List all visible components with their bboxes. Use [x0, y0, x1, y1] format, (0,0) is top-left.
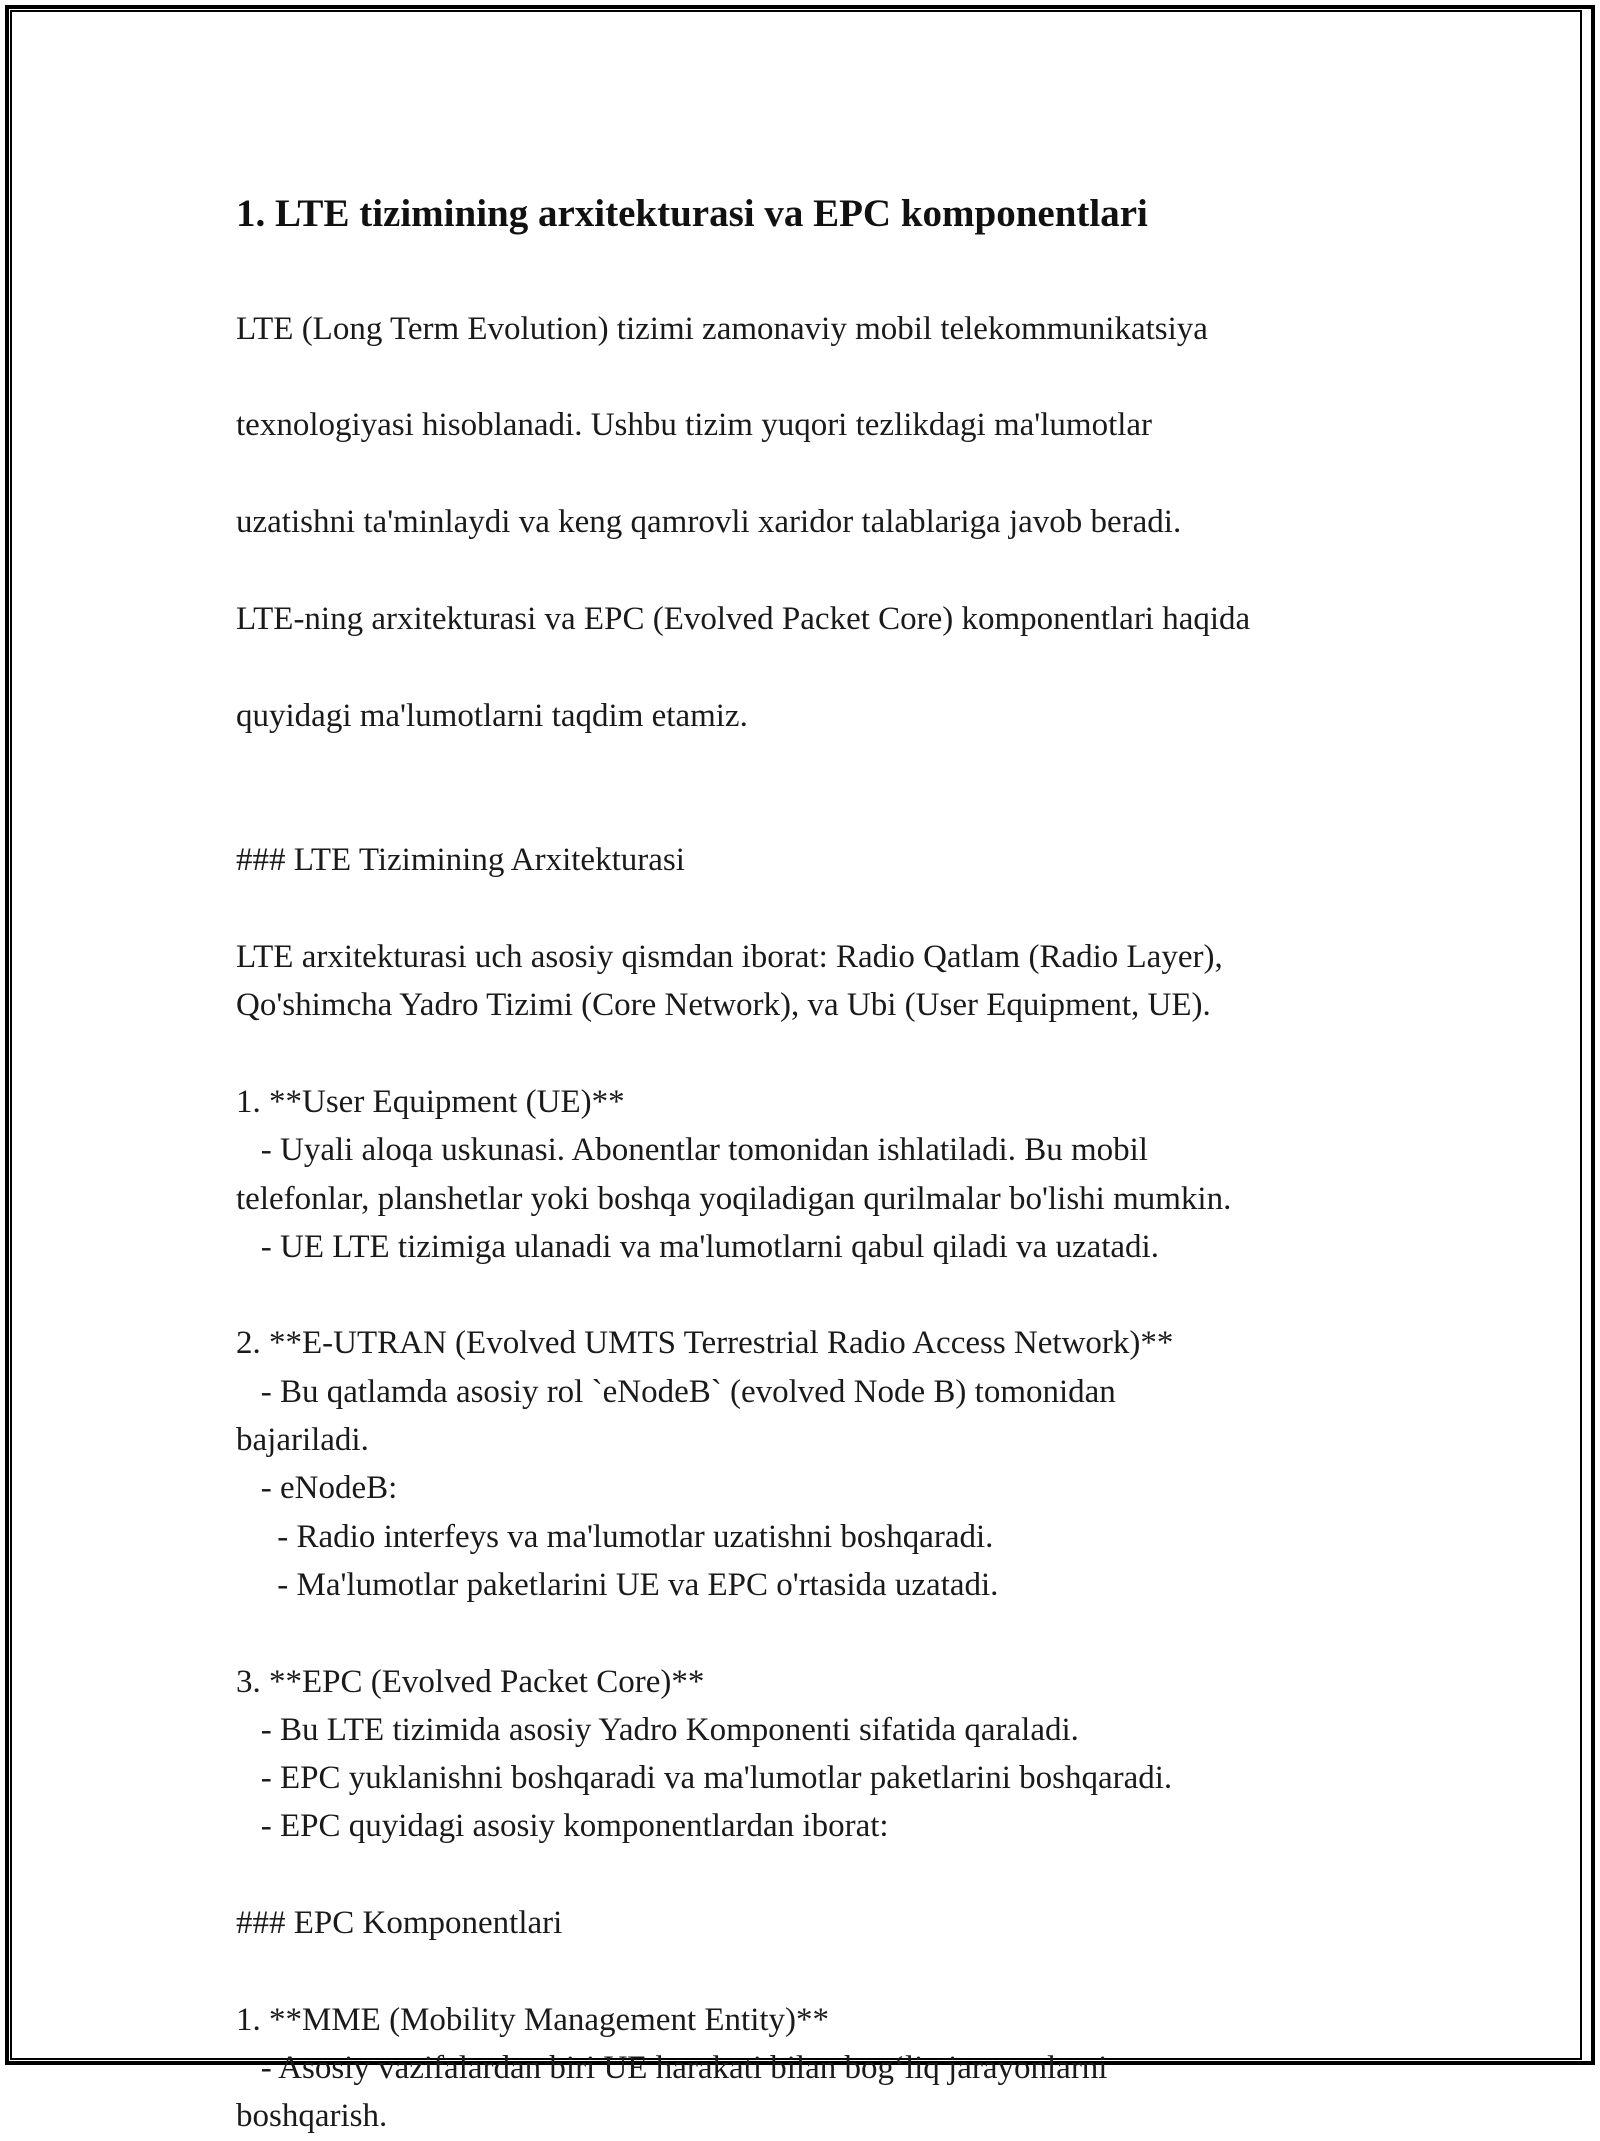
list-subitem: - Asosiy vazifalardan biri UE harakati bilan bog‘liq jarayonlarni — [236, 2049, 1108, 2086]
text-line: Qo'shimcha Yadro Tizimi (Core Network), va Ubi (User Equipment, UE). — [236, 987, 1211, 1024]
list-subitem: - Uyali aloqa uskunasi. Abonentlar tomonidan ishlatiladi. Bu mobil — [236, 1132, 1148, 1169]
list-subitem: - Radio interfeys va ma'lumotlar uzatishni boshqaradi. — [236, 1518, 994, 1555]
list-subitem: - Ma'lumotlar paketlarini UE va EPC o'rtasida uzatadi. — [236, 1566, 999, 1603]
intro-line: uzatishni ta'minlaydi va keng qamrovli xaridor talablariga javob beradi. — [236, 504, 1182, 541]
intro-line: LTE (Long Term Evolution) tizimi zamonaviy mobil telekommunikatsiya — [236, 310, 1208, 347]
list-subitem: - eNodeB: — [236, 1470, 398, 1507]
text-line: bajariladi. — [236, 1422, 369, 1459]
intro-paragraph — [236, 256, 1426, 788]
list-subitem: - Bu qatlamda asosiy rol `eNodeB` (evolved Node B) tomonidan — [236, 1373, 1116, 1410]
list-item-heading-eutran: 2. **E-UTRAN (Evolved UMTS Terrestrial Radio Access Network)** — [236, 1325, 1174, 1362]
blank-line — [236, 885, 1426, 933]
intro-line: LTE-ning arxitekturasi va EPC (Evolved Packet Core) komponentlari haqida — [236, 600, 1251, 637]
list-item-heading-epc: 3. **EPC (Evolved Packet Core)** — [236, 1663, 705, 1700]
blank-line — [236, 1609, 1426, 1657]
text-line: boshqarish. — [236, 2098, 388, 2135]
blank-line — [236, 1030, 1426, 1078]
section-heading-architecture: ### LTE Tizimining Arxitekturasi — [236, 842, 685, 879]
document-body — [236, 188, 1426, 2141]
blank-line — [236, 1947, 1426, 1995]
intro-line: texnologiyasi hisoblanadi. Ushbu tizim yuqori tezlikdagi ma'lumotlar — [236, 407, 1153, 444]
blank-line — [236, 1271, 1426, 1319]
list-subitem: - EPC quyidagi asosiy komponentlardan iborat: — [236, 1808, 889, 1845]
list-subitem: - UE LTE tizimiga ulanadi va ma'lumotlarni qabul qiladi va uzatadi. — [236, 1228, 1159, 1265]
list-subitem: - Bu LTE tizimida asosiy Yadro Komponenti sifatida qaraladi. — [236, 1711, 1079, 1748]
document-title: 1. LTE tizimining arxitekturasi va EPC komponentlari — [236, 192, 1148, 235]
text-line: LTE arxitekturasi uch asosiy qismdan iborat: Radio Qatlam (Radio Layer), — [236, 939, 1223, 976]
blank-line — [236, 1851, 1426, 1899]
section-heading-epc-components: ### EPC Komponentlari — [236, 1905, 563, 1942]
list-item-heading-ue: 1. **User Equipment (UE)** — [236, 1083, 625, 1120]
list-item-heading-mme: 1. **MME (Mobility Management Entity)** — [236, 2001, 830, 2038]
intro-line: quyidagi ma'lumotlarni taqdim etamiz. — [236, 697, 748, 734]
document-lines — [236, 836, 1426, 2140]
list-subitem: - EPC yuklanishni boshqaradi va ma'lumotlar paketlarini boshqaradi. — [236, 1760, 1173, 1797]
text-line: telefonlar, planshetlar yoki boshqa yoqiladigan qurilmalar bo'lishi mumkin. — [236, 1180, 1232, 1217]
